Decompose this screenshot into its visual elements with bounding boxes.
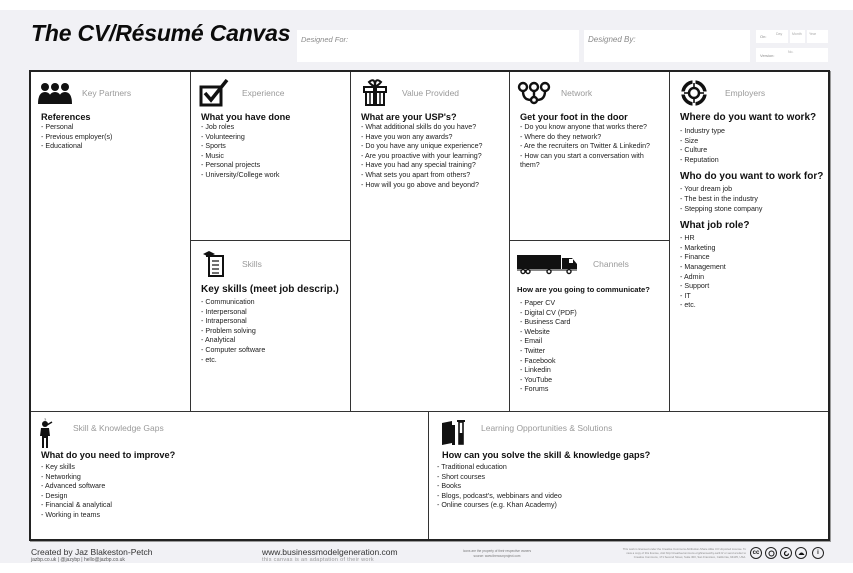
people-icon bbox=[38, 79, 72, 107]
truck-icon bbox=[517, 250, 579, 278]
list-item: - Music bbox=[201, 152, 350, 162]
list-item: - Do you have any unique experience? bbox=[361, 142, 509, 152]
list-item: - Key skills bbox=[41, 463, 428, 473]
creator-links[interactable]: jazbp.co.uk | @jazybp | hello@jazbp.co.uk bbox=[31, 557, 125, 563]
creator-name: Created by Jaz Blakeston-Petch bbox=[31, 547, 153, 557]
block-title: Learning Opportunities & Solutions bbox=[481, 423, 613, 433]
block-list bbox=[41, 123, 190, 152]
block-heading: Where do you want to work? bbox=[680, 112, 817, 123]
cc-icon: cc bbox=[750, 547, 762, 559]
block-experience[interactable] bbox=[191, 72, 351, 241]
day-label: Day bbox=[776, 32, 783, 36]
list-item: - Industry type bbox=[680, 127, 828, 137]
list-item: - Website bbox=[520, 328, 669, 338]
block-network[interactable] bbox=[510, 72, 670, 241]
block-list bbox=[41, 463, 428, 521]
list-item: - Email bbox=[520, 337, 669, 347]
list-item: - Personal bbox=[41, 123, 190, 133]
footer-credit bbox=[31, 547, 152, 563]
list-item: - YouTube bbox=[520, 376, 669, 386]
list-item: - etc. bbox=[201, 356, 350, 366]
block-heading: What are your USP's? bbox=[361, 112, 457, 122]
list-item: - Forums bbox=[520, 385, 669, 395]
network-icon bbox=[517, 79, 551, 107]
list-item: - Design bbox=[41, 492, 428, 502]
block-title: Channels bbox=[593, 259, 629, 269]
cc-by-icon bbox=[765, 547, 777, 559]
block-title: Value Provided bbox=[402, 88, 460, 98]
list-item: - Are you proactive with your learning? bbox=[361, 152, 509, 162]
list-item: - Finance bbox=[680, 253, 828, 263]
list-item: - Traditional education bbox=[437, 463, 828, 473]
list-item: - HR bbox=[680, 234, 828, 244]
list-item: - Online courses (e.g. Khan Academy) bbox=[437, 501, 828, 511]
footer-source bbox=[262, 547, 398, 563]
year-label: Year bbox=[809, 32, 817, 36]
block-list bbox=[361, 123, 509, 190]
block-list bbox=[520, 299, 669, 395]
list-item: - IT bbox=[680, 292, 828, 302]
license-text: This work is licensed under the Creative Commons Attribution-Share Alike 3.0 Unported License. To view a copy of this license, visit http://creativecommons.org/licenses/by-sa/3.0/ or send a letter to Creative Commons, 171 Second Street, Suite 300, San Francisco, California, 94105, USA. bbox=[622, 547, 746, 559]
block-skills[interactable] bbox=[191, 241, 351, 412]
list-item: - Advanced software bbox=[41, 482, 428, 492]
list-item: - etc. bbox=[680, 301, 828, 311]
list-item: - Networking bbox=[41, 473, 428, 483]
book-testtube-icon bbox=[439, 419, 467, 447]
block-learning[interactable] bbox=[429, 412, 828, 539]
list-item: - Are the recruiters on Twitter & Linkedin? bbox=[520, 142, 655, 152]
block-heading: What job role? bbox=[680, 220, 750, 232]
block-title: Skill & Knowledge Gaps bbox=[73, 423, 164, 433]
list-item: - Your dream job bbox=[680, 185, 828, 195]
icons-credit bbox=[442, 549, 552, 558]
block-heading: Get your foot in the door bbox=[520, 112, 628, 122]
on-label: On: bbox=[760, 34, 767, 39]
block-heading: How are you going to communicate? bbox=[517, 285, 650, 294]
list-item: - Linkedin bbox=[520, 366, 669, 376]
checkbox-icon bbox=[198, 79, 232, 107]
list-item: - Analytical bbox=[201, 336, 350, 346]
list-item: - Short courses bbox=[437, 473, 828, 483]
target-icon bbox=[677, 79, 711, 107]
thinking-person-icon bbox=[35, 419, 55, 447]
designed-for-field[interactable] bbox=[297, 30, 579, 62]
list-item: - Size bbox=[680, 137, 828, 147]
cc-sa-icon bbox=[780, 547, 792, 559]
block-list bbox=[437, 463, 828, 511]
block-title: Key Partners bbox=[82, 88, 132, 98]
block-title: Employers bbox=[725, 88, 766, 98]
block-list bbox=[201, 298, 350, 365]
list-item: - Have you had any special training? bbox=[361, 161, 509, 171]
block-channels[interactable] bbox=[510, 241, 670, 412]
block-employers[interactable] bbox=[670, 72, 828, 412]
list-item: - Business Card bbox=[520, 318, 669, 328]
list-item: - Reputation bbox=[680, 156, 828, 166]
canvas-grid bbox=[29, 70, 830, 541]
designed-for-label: Designed For: bbox=[301, 35, 349, 44]
list-item: - Culture bbox=[680, 146, 828, 156]
block-list bbox=[680, 185, 828, 214]
list-item: - Twitter bbox=[520, 347, 669, 357]
list-item: - Communication bbox=[201, 298, 350, 308]
list-item: - Interpersonal bbox=[201, 308, 350, 318]
date-year-field[interactable] bbox=[807, 30, 828, 43]
list-item: - Support bbox=[680, 282, 828, 292]
date-day-field[interactable] bbox=[756, 30, 788, 43]
list-item: - Books bbox=[437, 482, 828, 492]
list-item: - Computer software bbox=[201, 346, 350, 356]
gift-icon bbox=[358, 79, 392, 107]
list-item: - Where do they network? bbox=[520, 133, 655, 143]
list-item: - What additional skills do you have? bbox=[361, 123, 509, 133]
list-item: - Educational bbox=[41, 142, 190, 152]
list-item: - Digital CV (PDF) bbox=[520, 309, 669, 319]
block-value-provided[interactable] bbox=[351, 72, 510, 412]
block-heading: How can you solve the skill & knowledge gaps? bbox=[442, 450, 651, 460]
list-item: - Sports bbox=[201, 142, 350, 152]
list-item: - Volunteering bbox=[201, 133, 350, 143]
version-label: Version: bbox=[760, 53, 775, 58]
list-item: - Previous employer(s) bbox=[41, 133, 190, 143]
list-item: - How can you start a conversation with them? bbox=[520, 152, 655, 171]
list-item: - Admin bbox=[680, 273, 828, 283]
version-no-label: No. bbox=[788, 50, 794, 54]
list-item: - Do you know anyone that works there? bbox=[520, 123, 655, 133]
list-item: - What sets you apart from others? bbox=[361, 171, 509, 181]
month-label: Month bbox=[792, 32, 802, 36]
list-item: - Paper CV bbox=[520, 299, 669, 309]
list-item: - Stepping stone company bbox=[680, 205, 828, 215]
block-key-partners[interactable] bbox=[31, 72, 191, 412]
list-item: - How will you go above and beyond? bbox=[361, 181, 509, 191]
block-title: Skills bbox=[242, 259, 262, 269]
svg-text:?: ? bbox=[44, 418, 47, 422]
list-item: - Facebook bbox=[520, 357, 669, 367]
list-item: - University/College work bbox=[201, 171, 350, 181]
page-title: The CV/Résumé Canvas bbox=[31, 20, 291, 46]
block-heading: What do you need to improve? bbox=[41, 450, 176, 460]
block-skill-gaps[interactable] bbox=[31, 412, 429, 539]
designed-by-field[interactable] bbox=[584, 30, 750, 62]
block-heading: Key skills (meet job descrip.) bbox=[201, 284, 339, 295]
block-list bbox=[201, 123, 350, 181]
list-item: - Blogs, podcast's, webbinars and video bbox=[437, 492, 828, 502]
icons-note: Icons are the property of their respective owners bbox=[462, 549, 532, 553]
block-title: Network bbox=[561, 88, 593, 98]
list-item: - The best in the industry bbox=[680, 195, 828, 205]
block-heading: What you have done bbox=[201, 112, 291, 122]
list-item: - Management bbox=[680, 263, 828, 273]
cc-nc-icon bbox=[795, 547, 807, 559]
block-title: Experience bbox=[242, 88, 285, 98]
block-list bbox=[680, 234, 828, 311]
list-item: - Problem solving bbox=[201, 327, 350, 337]
list-item: - Marketing bbox=[680, 244, 828, 254]
designed-by-label: Designed By: bbox=[588, 35, 636, 44]
block-list bbox=[680, 127, 828, 165]
list-item: - Personal projects bbox=[201, 161, 350, 171]
block-heading: Who do you want to work for? bbox=[680, 171, 824, 183]
list-item: - Intrapersonal bbox=[201, 317, 350, 327]
cc-info-icon: i bbox=[812, 547, 824, 559]
list-item: - Working in teams bbox=[41, 511, 428, 521]
block-list bbox=[520, 123, 655, 171]
source-link[interactable]: www.businessmodelgeneration.com bbox=[262, 547, 398, 557]
checklist-icon bbox=[198, 250, 232, 278]
icons-source: source: www.thenounproject.com bbox=[473, 553, 521, 558]
list-item: - Financial & analytical bbox=[41, 501, 428, 511]
date-month-field[interactable] bbox=[790, 30, 805, 43]
list-item: - Job roles bbox=[201, 123, 350, 133]
source-note: this canvas is an adaptation of their work bbox=[262, 557, 374, 563]
block-heading: References bbox=[41, 112, 91, 122]
version-field[interactable] bbox=[756, 48, 828, 62]
list-item: - Have you won any awards? bbox=[361, 133, 509, 143]
